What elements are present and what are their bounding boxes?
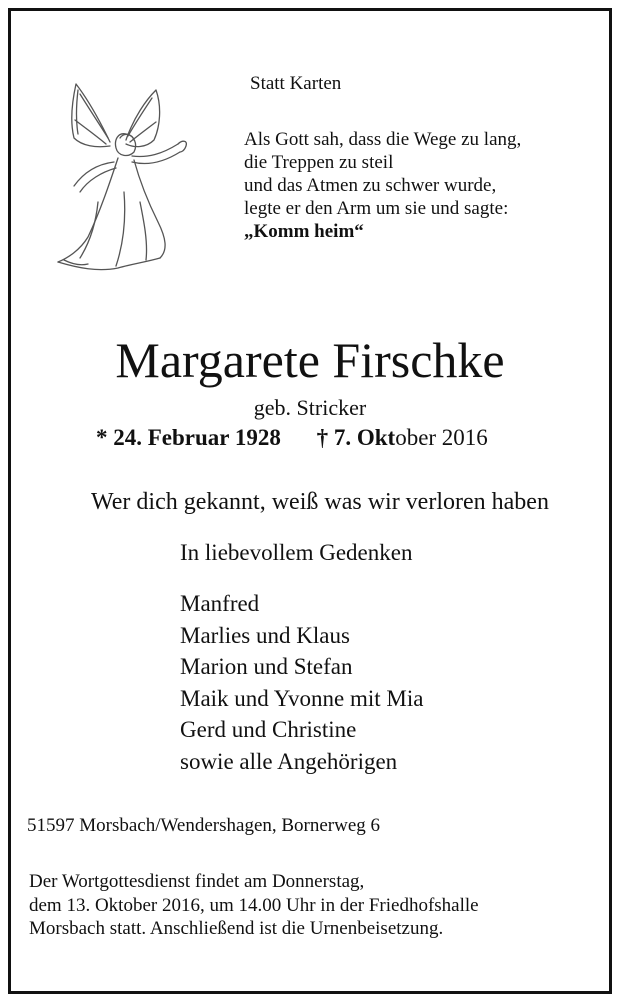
poem-line: und das Atmen zu schwer wurde, [244, 175, 497, 196]
maiden-name: geb. Stricker [253, 395, 367, 420]
family-member: Manfred [180, 591, 260, 616]
address: 51597 Morsbach/Wendershagen, Bornerweg 6 [27, 815, 381, 836]
death-date-rest: ober 2016 [395, 425, 488, 450]
service-line: Morsbach statt. Anschließend ist die Urnenbeisetzung. [29, 918, 444, 939]
family-member: Marion und Stefan [180, 654, 353, 680]
death-date [317, 425, 488, 450]
family-member: Maik und Yvonne mit Mia [180, 685, 424, 711]
family-member: Gerd und Christine [180, 717, 357, 743]
family-member: Marlies und Klaus [180, 622, 350, 648]
poem [244, 128, 521, 243]
poem-line: Als Gott sah, dass die Wege zu lang, [244, 129, 522, 150]
life-dates [96, 425, 488, 451]
poem-closing: „Komm heim“ [244, 221, 364, 242]
death-date-prefix: † 7. Okt [316, 425, 396, 450]
service-line: dem 13. Oktober 2016, um 14.00 Uhr in der Friedhofshalle [29, 894, 479, 916]
family-list [180, 588, 423, 778]
angel-icon [28, 72, 203, 282]
deceased-name: Margarete Firschke [115, 332, 505, 388]
memorial-quote: Wer dich gekannt, weiß was wir verloren haben [91, 489, 549, 515]
gedenken-line: In liebevollem Gedenken [180, 540, 413, 565]
birth-date: * 24. Februar 1928 [96, 425, 281, 450]
service-info [29, 870, 479, 941]
service-line: Der Wortgottesdienst findet am Donnerstag, [29, 871, 365, 892]
family-member: sowie alle Angehörigen [180, 748, 398, 774]
poem-line: legte er den Arm um sie und sagte: [244, 198, 509, 219]
statt-karten-label: Statt Karten [250, 73, 342, 94]
poem-line: die Treppen zu steil [244, 152, 394, 173]
